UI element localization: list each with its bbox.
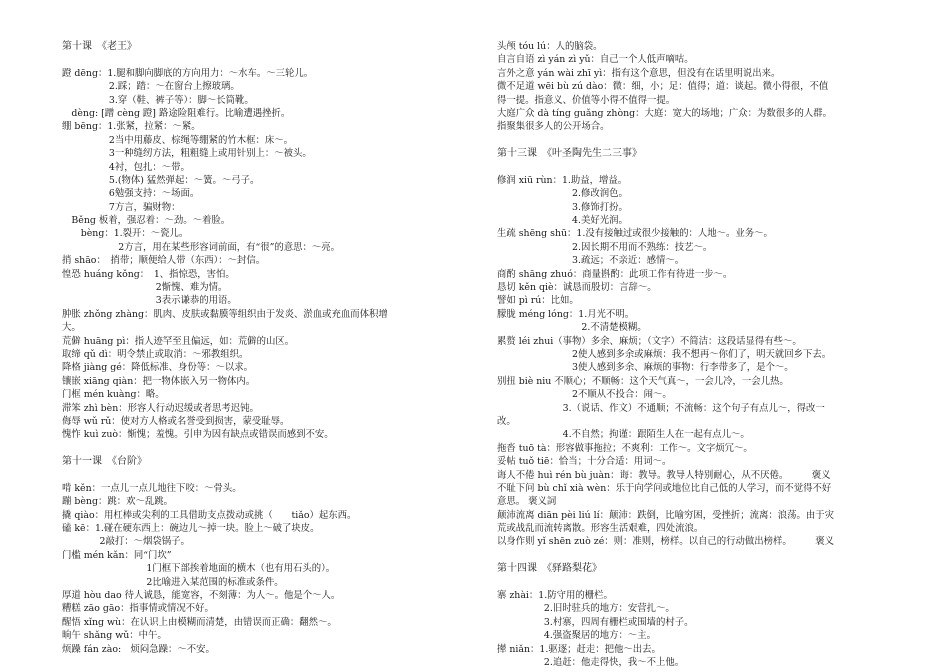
lesson-heading: 第十四课 《驿路梨花》: [497, 563, 602, 575]
entry-line: 2.修改润色。: [497, 188, 628, 200]
lesson-heading: 第十课 《老王》: [62, 41, 137, 52]
entry-line: 撵 niǎn：1.驱逐；赶走：把他～出去。: [497, 643, 661, 655]
entry-line: 譬如 pì rú：比如。: [497, 295, 579, 307]
entry-line: 3一种缝纫方法，粗粗缝上或用针别上：～被头。: [62, 148, 312, 160]
entry-line: 7方言，骗财物：: [62, 201, 181, 213]
entry-line: 蹦 bèng：跳：欢～乱跳。: [62, 496, 173, 508]
entry-line: 2当中用藤皮、棕绳等绷紧的竹木框：床～。: [62, 134, 293, 146]
entry-line: 烦躁 fán zào: 烦闷急躁：～不安。: [62, 643, 215, 655]
entry-line: 大庭广众 dà tíng guǎng zhòng：大庭：宽大的场地；广众：为数很多的人群。: [497, 107, 833, 119]
entry-line: 别扭 biè niu 不顺心；不顺畅：这个天气真～，一会儿冷，一会儿热。: [497, 375, 789, 387]
entry-line: 2.不清楚模糊。: [497, 322, 647, 334]
entry-line: 5.(物体) 猛然弹起：～簧。～弓子。: [62, 174, 260, 186]
entry-line: 4.美好光润。: [497, 215, 628, 227]
entry-line: 修润 xiū rùn：1.助益，增益。: [497, 174, 628, 186]
blank-line: [62, 442, 457, 455]
entry-line: 捎 shāo： 捎带；顺便给人带（东西）：～封信。: [62, 255, 266, 267]
entry-line: 拖沓 tuō tà：形容做事拖拉；不爽利：工作～。文字烦冗～。: [497, 442, 753, 454]
entry-line: 荒或战乱而流转离散。形容生活艰难，四处流浪。: [497, 523, 704, 535]
entry-line: 累赘 léi zhui（事物）多余、麻烦；（文字）不简洁：这段话显得有些～。: [497, 335, 802, 347]
entry-line: 意思。 褒义詞: [497, 496, 557, 508]
entry-line: 以身作则 yǐ shēn zuò zé：则：准则，榜样。以自己的行动做出榜样。 褒义: [497, 536, 834, 548]
lesson-heading: 第十一课 《台阶》: [62, 456, 147, 468]
entry-line: 2.踩；踏：～在窗台上擦玻璃。: [62, 81, 240, 93]
entry-line: 3.疏远；不亲近：感情～。: [497, 255, 685, 267]
entry-line: 4.不自然；拘谨：跟陌生人在一起有点儿～。: [497, 429, 750, 441]
entry-line: 2不顺从不投合：闹～。: [497, 389, 672, 401]
entry-line: 滞笨 zhì bèn：形容人行动迟缓或者思考迟钝。: [62, 402, 259, 414]
entry-line: 取缔 qǔ dì：明令禁止或取消：～邪教组织。: [62, 348, 249, 360]
entry-line: 4.强盗聚居的地方：～主。: [497, 630, 656, 642]
entry-line: 6勉强支持：～场面。: [62, 188, 200, 200]
entry-line: 大。: [62, 322, 81, 334]
entry-line: 荒僻 huāng pì：指人迹罕至且偏远，如：荒僻的山区。: [62, 335, 295, 347]
entry-line: 2比喻进入某范围的标准或条件。: [62, 576, 284, 588]
entry-line: 愧怍 kuì zuò：惭愧；羞愧。引申为因有缺点或错误而感到不安。: [62, 429, 334, 441]
entry-line: 头颅 tóu lú：人的脑袋。: [497, 41, 603, 52]
entry-line: 镶嵌 xiāng qiàn：把一物体嵌入另一物体内。: [62, 375, 256, 387]
entry-line: 撬 qiào：用杠棒或尖利的工具借助支点拨动或挑（ tiǎo）起东西。: [62, 509, 357, 521]
entry-line: 3.（说话、作文）不通顺；不流畅：这个句子有点儿～，得改一: [497, 402, 825, 414]
entry-line: 绷 bēng：1.张紧，拉紧：～紧。: [62, 121, 201, 133]
entry-line: 2惭愧、难为情。: [62, 282, 228, 294]
entry-line: 寨 zhài：1.防守用的栅栏。: [497, 590, 613, 602]
entry-line: 2敲打：～烟袋锅子。: [62, 536, 190, 548]
entry-line: 2使人感到多余或麻烦：我不想再～你们了，明天就回乡下去。: [497, 348, 832, 360]
blank-line: [497, 161, 892, 174]
left-column: [62, 40, 457, 656]
entry-line: Běng 板着，强忍着：～劲。～着脸。: [62, 215, 231, 227]
entry-line: 侮辱 wǔ rǔ：使对方人格或名誉受到损害，蒙受耻辱。: [62, 415, 290, 427]
blank-line: [62, 53, 457, 66]
entry-line: 肿胀 zhǒng zhàng：肌肉、皮肤或黏膜等组织由于发炎、淤血或充血而体积增: [62, 308, 388, 320]
right-column: [497, 40, 892, 669]
lesson-heading: 第十三课 《叶圣陶先生二三事》: [497, 148, 642, 160]
entry-line: 厚道 hòu dao 待人诚恳，能宽容，不刻薄：为人～。他是个～人。: [62, 590, 341, 602]
entry-line: 惶恐 huáng kǒng： 1、指惊恐，害怕。: [62, 268, 235, 280]
entry-line: 醒悟 xǐng wù：在认识上由模糊而清楚，由错误而正确：翻然～。: [62, 616, 337, 628]
entry-line: 4衬，包扎：～带。: [62, 161, 190, 173]
entry-line: 3.村寨，四周有栅栏或围墙的村子。: [497, 616, 694, 628]
entry-line: 商酌 shāng zhuó：商量斟酌：此项工作有待进一步～。: [497, 268, 733, 280]
entry-line: 朦胧 méng lóng：1.月光不明。: [497, 308, 635, 320]
entry-line: 门框 mén kuàng：略。: [62, 389, 165, 401]
blank-line: [497, 576, 892, 589]
entry-line: 3使人感到多余、麻烦的事物：行李带多了，是个～。: [497, 362, 794, 374]
entry-line: 3.修饰打扮。: [497, 201, 628, 213]
entry-line: 诲人不倦 huì rén bù juàn：诲：教导。教导人特别耐心，从不厌倦。 褒义: [497, 469, 831, 481]
entry-line: 3表示谦恭的用语。: [62, 295, 237, 307]
entry-line: 得一提。指意义、价值等小得不值得一提。: [497, 94, 676, 106]
entry-line: 降格 jiàng gé：降低标准、身份等：～以求。: [62, 362, 254, 374]
entry-line: 颠沛流离 diān pèi liú lí：颠沛：跌倒，比喻穷困，受挫折；流离：浪荡。由于灾: [497, 509, 835, 521]
entry-line: 蹬 dēng：1.腿和脚向脚底的方向用力：～水车。～三轮儿。: [62, 67, 314, 79]
entry-line: 微不足道 wēi bù zú dào：微：细，小；足：值得；道：谈起。微小得很，不值: [497, 81, 829, 93]
entry-line: 磕 kē：1.碰在硬东西上：碗边儿～掉一块。脸上～破了块皮。: [62, 523, 320, 535]
entry-line: 言外之意 yán wài zhī yì：指有这个意思，但没有在话里明说出来。: [497, 67, 781, 79]
entry-line: 生疏 shēng shū：1.没有接触过或很少接触的：人地～。业务～。: [497, 228, 773, 240]
entry-line: 恳切 kěn qiè：诚恳而殷切：言辞～。: [497, 282, 657, 294]
entry-line: 不耻下问 bù chǐ xià wèn：乐于向学问或地位比自己低的人学习，而不觉得不好: [497, 482, 832, 494]
entry-line: 2方言，用在某些形容词前面，有“很”的意思：～亮。: [62, 241, 341, 253]
entry-line: 2.因长期不用而不熟练：技艺～。: [497, 241, 713, 253]
entry-line: 啃 kěn：一点儿一点儿地往下咬：～骨头。: [62, 482, 242, 494]
entry-line: 晌午 shǎng wǔ：中午。: [62, 630, 167, 642]
entry-line: 3.穿（鞋、裤子等）：脚～长筒靴。: [62, 94, 254, 106]
entry-line: 自言自语 zì yán zì yǔ：自己一个人低声嘀咕。: [497, 54, 694, 66]
blank-line: [497, 134, 892, 147]
entry-line: 糟糕 zāo gāo：指事情或情况不好。: [62, 603, 214, 615]
blank-line: [497, 549, 892, 562]
entry-line: 2.旧时驻兵的地方：安营扎～。: [497, 603, 675, 615]
blank-line: [62, 469, 457, 482]
entry-line: 妥帖 tuǒ tiē：恰当；十分合适：用词～。: [497, 456, 672, 468]
entry-line: dèng: [蹭 cèng 蹬] 路途险阻难行。比喻遭遇挫折。: [62, 107, 291, 119]
entry-line: 指聚集很多人的公开场合。: [497, 121, 610, 133]
entry-line: 2.追赶：他走得快，我～不上他。: [497, 656, 685, 668]
entry-line: bèng：1.裂开：～瓷儿。: [62, 228, 189, 240]
entry-line: 1门框下部挨着地面的横木（也有用石头的）。: [62, 563, 336, 575]
entry-line: 门槛 mén kǎn：同“门坎”: [62, 549, 172, 561]
entry-line: 改。: [497, 415, 516, 427]
